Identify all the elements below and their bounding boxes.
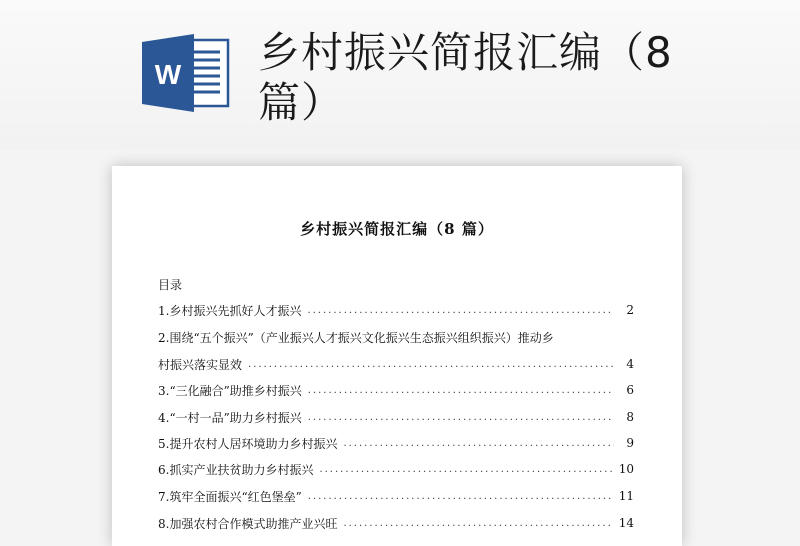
toc-entry-page: 2 bbox=[626, 303, 634, 317]
toc-entry[interactable] bbox=[158, 433, 634, 453]
toc-entry[interactable] bbox=[158, 513, 634, 533]
toc-entry-page: 8 bbox=[626, 410, 634, 424]
toc-entry-text: 8.加强农村合作模式助推产业兴旺 bbox=[158, 516, 338, 531]
toc-leader-dots bbox=[248, 359, 614, 370]
toc-leader-dots bbox=[308, 491, 613, 502]
toc-label: 目录 bbox=[158, 278, 183, 292]
word-document-icon bbox=[142, 34, 230, 112]
toc-entry-page: 14 bbox=[618, 516, 634, 530]
document-page bbox=[112, 166, 682, 546]
toc-leader-dots bbox=[308, 412, 614, 423]
toc-entry-text: 4.“一村一品”助力乡村振兴 bbox=[158, 410, 302, 425]
toc-leader-dots bbox=[343, 518, 612, 529]
toc-leader-dots bbox=[307, 305, 614, 316]
toc-leader-dots bbox=[308, 385, 614, 396]
word-icon-letter: W bbox=[154, 59, 182, 90]
toc-entry-page: 9 bbox=[626, 436, 634, 450]
toc-entry[interactable] bbox=[158, 459, 634, 479]
toc-entry-text: 1.乡村振兴先抓好人才振兴 bbox=[158, 303, 302, 318]
toc-entry-page: 4 bbox=[626, 357, 634, 371]
toc-entry-text: 3.“三化融合”助推乡村振兴 bbox=[158, 383, 302, 398]
toc-leader-dots bbox=[343, 438, 614, 449]
toc-entry[interactable] bbox=[158, 354, 634, 374]
toc-leader-dots bbox=[319, 464, 612, 475]
page-title: 乡村振兴简报汇编（8 篇） bbox=[300, 220, 494, 238]
toc-entry-text: 5.提升农村人居环境助力乡村振兴 bbox=[158, 436, 338, 451]
toc-entry-text: 村振兴落实显效 bbox=[158, 357, 243, 372]
toc-entry-page: 6 bbox=[626, 383, 634, 397]
toc-entry-page: 10 bbox=[618, 462, 634, 476]
toc-entry[interactable] bbox=[158, 486, 634, 506]
toc-entry[interactable] bbox=[158, 300, 634, 320]
document-heading: 乡村振兴简报汇编（8篇） bbox=[258, 28, 673, 127]
toc-entry-page: 11 bbox=[618, 489, 634, 503]
toc-entry-text: 7.筑牢全面振兴“红色堡垒” bbox=[158, 489, 302, 504]
toc-entry[interactable] bbox=[158, 380, 634, 400]
toc-entry[interactable] bbox=[158, 407, 634, 427]
toc-entry-text: 6.抓实产业扶贫助力乡村振兴 bbox=[158, 462, 314, 477]
toc-entry-text: 2.围绕“五个振兴”（产业振兴人才振兴文化振兴生态振兴组织振兴）推动乡 bbox=[158, 330, 554, 345]
toc-entry[interactable] bbox=[158, 327, 634, 347]
